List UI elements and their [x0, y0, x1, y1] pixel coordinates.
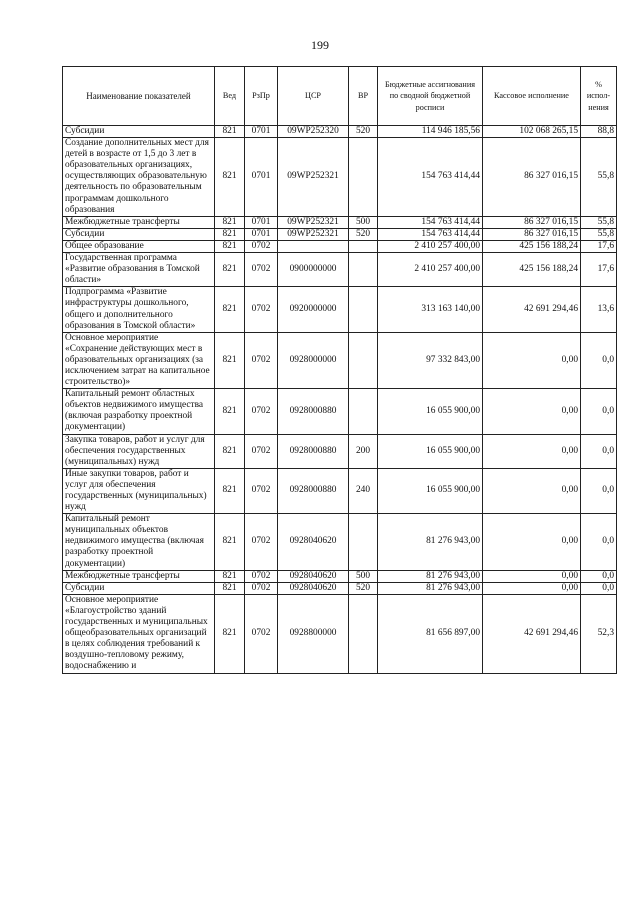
cell-rzpr: 0702 — [245, 253, 278, 287]
cell-name: Капитальный ремонт муниципальных объектов недвижимого имущества (включая разработку проектной документации) — [63, 514, 215, 570]
cell-name: Основное мероприятие «Благоустройство зданий государственных и муниципальных общеобразовательных организаций в целях соблюдения требований к воздушно-тепловому режиму, водоснабжению и — [63, 594, 215, 673]
cell-csr: 09WP252320 — [278, 126, 349, 138]
cell-ved: 821 — [215, 240, 245, 252]
cell-assigned: 81 656 897,00 — [378, 594, 483, 673]
page-number: 199 — [311, 38, 329, 52]
cell-rzpr: 0702 — [245, 570, 278, 582]
table-row — [63, 570, 617, 582]
cell-ved: 821 — [215, 253, 245, 287]
cell-ved: 821 — [215, 216, 245, 228]
header-cash: Кассовое исполнение — [483, 67, 581, 126]
cell-name: Подпрограмма «Развитие инфраструктуры дошкольного, общего и дополнительного образования в Томской области» — [63, 287, 215, 332]
cell-name: Закупка товаров, работ и услуг для обеспечения государственных (муниципальных) нужд — [63, 434, 215, 468]
cell-csr: 0928040620 — [278, 514, 349, 570]
header-name: Наименование показателей — [63, 67, 215, 126]
cell-csr: 0928040620 — [278, 570, 349, 582]
cell-csr: 0928800000 — [278, 594, 349, 673]
cell-csr: 09WP252321 — [278, 228, 349, 240]
cell-ved: 821 — [215, 582, 245, 594]
cell-cash: 42 691 294,46 — [483, 287, 581, 332]
cell-name: Основное мероприятие «Сохранение действующих мест в образовательных организациях (за исключением затрат на капитальное строительство)» — [63, 332, 215, 388]
cell-assigned: 16 055 900,00 — [378, 468, 483, 513]
table-row — [63, 514, 617, 570]
cell-rzpr: 0702 — [245, 240, 278, 252]
table-row — [63, 240, 617, 252]
cell-csr: 0928000880 — [278, 434, 349, 468]
table-row — [63, 126, 617, 138]
cell-pct: 0,0 — [581, 582, 617, 594]
cell-vr — [349, 594, 378, 673]
cell-cash: 0,00 — [483, 582, 581, 594]
cell-rzpr: 0702 — [245, 514, 278, 570]
cell-cash: 0,00 — [483, 434, 581, 468]
cell-name: Субсидии — [63, 126, 215, 138]
cell-assigned: 81 276 943,00 — [378, 582, 483, 594]
cell-pct: 0,0 — [581, 514, 617, 570]
cell-vr — [349, 332, 378, 388]
cell-ved: 821 — [215, 389, 245, 434]
cell-vr: 240 — [349, 468, 378, 513]
cell-assigned: 114 946 185,56 — [378, 126, 483, 138]
header-rzpr: РзПр — [245, 67, 278, 126]
header-pct: % испол-нения — [581, 67, 617, 126]
cell-cash: 102 068 265,15 — [483, 126, 581, 138]
cell-name: Межбюджетные трансферты — [63, 570, 215, 582]
cell-csr: 0928040620 — [278, 582, 349, 594]
table-row — [63, 594, 617, 673]
cell-name: Иные закупки товаров, работ и услуг для обеспечения государственных (муниципальных) нужд — [63, 468, 215, 513]
cell-rzpr: 0701 — [245, 126, 278, 138]
cell-cash: 0,00 — [483, 570, 581, 582]
cell-vr: 500 — [349, 570, 378, 582]
cell-ved: 821 — [215, 126, 245, 138]
cell-vr — [349, 240, 378, 252]
cell-pct: 13,6 — [581, 287, 617, 332]
cell-name: Капитальный ремонт областных объектов недвижимого имущества (включая разработку проектной документации) — [63, 389, 215, 434]
table-row — [63, 287, 617, 332]
cell-assigned: 16 055 900,00 — [378, 389, 483, 434]
cell-ved: 821 — [215, 287, 245, 332]
cell-ved: 821 — [215, 570, 245, 582]
cell-vr — [349, 138, 378, 217]
cell-name: Создание дополнительных мест для детей в возрасте от 1,5 до 3 лет в образовательных организациях, осуществляющих образовательную деятельность по образовательным программам дошкольного образования — [63, 138, 215, 217]
cell-pct: 55,8 — [581, 216, 617, 228]
cell-vr — [349, 253, 378, 287]
cell-assigned: 154 763 414,44 — [378, 138, 483, 217]
cell-cash: 425 156 188,24 — [483, 240, 581, 252]
header-assigned: Бюджетные ассигнования по сводной бюджетной росписи — [378, 67, 483, 126]
cell-assigned: 81 276 943,00 — [378, 514, 483, 570]
cell-pct: 0,0 — [581, 570, 617, 582]
cell-csr: 0920000000 — [278, 287, 349, 332]
header-ved: Вед — [215, 67, 245, 126]
header-csr: ЦСР — [278, 67, 349, 126]
cell-assigned: 2 410 257 400,00 — [378, 240, 483, 252]
cell-rzpr: 0702 — [245, 582, 278, 594]
cell-name: Субсидии — [63, 582, 215, 594]
cell-assigned: 313 163 140,00 — [378, 287, 483, 332]
table-row — [63, 228, 617, 240]
cell-pct: 88,8 — [581, 126, 617, 138]
cell-assigned: 154 763 414,44 — [378, 216, 483, 228]
cell-pct: 0,0 — [581, 434, 617, 468]
table-row — [63, 468, 617, 513]
cell-ved: 821 — [215, 138, 245, 217]
table-row — [63, 332, 617, 388]
table-row — [63, 253, 617, 287]
cell-name: Межбюджетные трансферты — [63, 216, 215, 228]
table-row — [63, 434, 617, 468]
table-row — [63, 216, 617, 228]
cell-pct: 55,8 — [581, 228, 617, 240]
cell-assigned: 81 276 943,00 — [378, 570, 483, 582]
cell-csr: 0928000880 — [278, 468, 349, 513]
budget-execution-table — [62, 66, 617, 674]
cell-cash: 0,00 — [483, 332, 581, 388]
cell-csr: 0928000880 — [278, 389, 349, 434]
cell-assigned: 154 763 414,44 — [378, 228, 483, 240]
cell-csr: 09WP252321 — [278, 216, 349, 228]
header-vr: ВР — [349, 67, 378, 126]
cell-cash: 0,00 — [483, 514, 581, 570]
cell-ved: 821 — [215, 468, 245, 513]
cell-rzpr: 0702 — [245, 594, 278, 673]
cell-assigned: 16 055 900,00 — [378, 434, 483, 468]
cell-rzpr: 0702 — [245, 389, 278, 434]
cell-csr: 0928000000 — [278, 332, 349, 388]
cell-cash: 86 327 016,15 — [483, 228, 581, 240]
cell-ved: 821 — [215, 594, 245, 673]
cell-vr: 200 — [349, 434, 378, 468]
cell-csr — [278, 240, 349, 252]
cell-vr — [349, 389, 378, 434]
cell-cash: 0,00 — [483, 389, 581, 434]
table-row — [63, 582, 617, 594]
cell-pct: 17,6 — [581, 253, 617, 287]
cell-ved: 821 — [215, 514, 245, 570]
cell-cash: 86 327 016,15 — [483, 216, 581, 228]
cell-vr — [349, 287, 378, 332]
cell-assigned: 97 332 843,00 — [378, 332, 483, 388]
table-row — [63, 138, 617, 217]
cell-cash: 42 691 294,46 — [483, 594, 581, 673]
cell-rzpr: 0702 — [245, 287, 278, 332]
table-header-row — [63, 67, 617, 126]
cell-ved: 821 — [215, 228, 245, 240]
cell-rzpr: 0701 — [245, 138, 278, 217]
cell-vr: 520 — [349, 582, 378, 594]
cell-pct: 0,0 — [581, 468, 617, 513]
cell-pct: 52,3 — [581, 594, 617, 673]
cell-csr: 09WP252321 — [278, 138, 349, 217]
cell-ved: 821 — [215, 332, 245, 388]
cell-assigned: 2 410 257 400,00 — [378, 253, 483, 287]
cell-pct: 55,8 — [581, 138, 617, 217]
cell-rzpr: 0702 — [245, 332, 278, 388]
cell-pct: 0,0 — [581, 332, 617, 388]
cell-cash: 86 327 016,15 — [483, 138, 581, 217]
cell-vr: 500 — [349, 216, 378, 228]
cell-name: Государственная программа «Развитие образования в Томской области» — [63, 253, 215, 287]
cell-rzpr: 0701 — [245, 228, 278, 240]
cell-pct: 0,0 — [581, 389, 617, 434]
cell-cash: 425 156 188,24 — [483, 253, 581, 287]
cell-cash: 0,00 — [483, 468, 581, 513]
cell-name: Общее образование — [63, 240, 215, 252]
cell-rzpr: 0702 — [245, 468, 278, 513]
cell-name: Субсидии — [63, 228, 215, 240]
cell-rzpr: 0701 — [245, 216, 278, 228]
cell-pct: 17,6 — [581, 240, 617, 252]
cell-vr — [349, 514, 378, 570]
cell-ved: 821 — [215, 434, 245, 468]
cell-vr: 520 — [349, 126, 378, 138]
table-row — [63, 389, 617, 434]
cell-vr: 520 — [349, 228, 378, 240]
cell-rzpr: 0702 — [245, 434, 278, 468]
cell-csr: 0900000000 — [278, 253, 349, 287]
